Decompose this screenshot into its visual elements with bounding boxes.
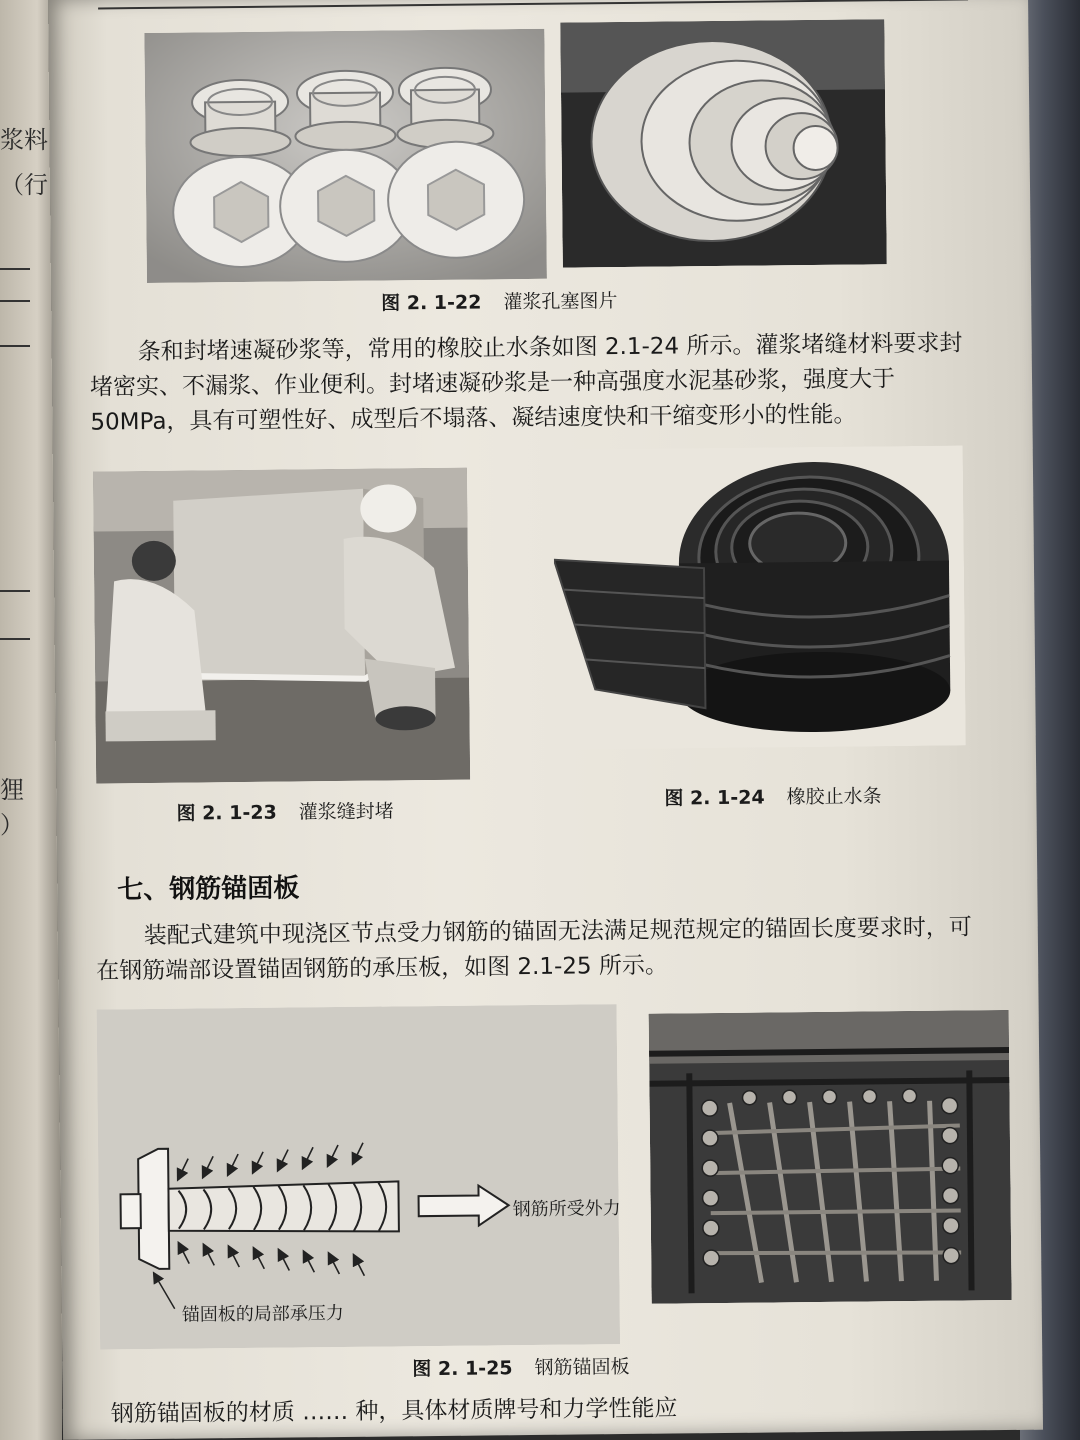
paragraph-grouting-materials: 条和封堵速凝砂浆等，常用的橡胶止水条如图 2.1-24 所示。灌浆堵缝材料要求封堵密实、不漏浆、作业便利。封堵速凝砂浆是一种高强度水泥基砂浆，强度大于 50MPa，具有可塑性好、成型后不塌落、凝结速度快和干缩变形小的性能。	[89, 330, 963, 436]
left-page-fragment: ）	[0, 811, 24, 839]
rubber-waterstop-photo	[553, 445, 966, 749]
figure-caption-2-1-25	[412, 1352, 630, 1381]
figure-caption-2-1-24	[664, 781, 882, 810]
left-page-fragment: （行	[0, 171, 48, 199]
left-page-fragment: 浆料	[0, 126, 48, 154]
paragraph-partial-bottom: 钢筋锚固板的材质 …… 种，具体材质牌号和力学性能应	[110, 1395, 678, 1428]
book-page	[48, 0, 1043, 1440]
left-page-fragment: 狸	[0, 776, 24, 804]
diagram-label-bearing-force: 锚固板的局部承压力	[181, 1302, 344, 1326]
figure-number: 图 2. 1-22	[381, 291, 482, 315]
workers-sealing-photo	[93, 468, 470, 784]
grout-plug-rings-photo	[560, 19, 887, 267]
figure-title: 橡胶止水条	[786, 785, 882, 809]
header-rule	[98, 0, 968, 9]
grout-plug-photo	[144, 29, 547, 283]
anchorage-plate-cage-photo	[649, 1010, 1012, 1304]
figure-number: 图 2. 1-25	[412, 1357, 513, 1381]
figure-number: 图 2. 1-24	[664, 786, 765, 810]
figure-caption-2-1-23	[176, 796, 394, 825]
diagram-label-external-force: 钢筋所受外力	[512, 1198, 621, 1221]
anchorage-plate-diagram	[97, 1004, 621, 1349]
figure-caption-2-1-22	[381, 286, 618, 315]
figure-title: 灌浆孔塞图片	[503, 290, 618, 314]
section-heading: 七、钢筋锚固板	[117, 873, 300, 906]
paragraph-anchorage-plate: 装配式建筑中现浇区节点受力钢筋的锚固无法满足规范规定的锚固长度要求时，可在钢筋端部设置锚固钢筋的承压板，如图 2.1-25 所示。	[96, 914, 972, 985]
figure-number: 图 2. 1-23	[176, 801, 277, 825]
figure-title: 钢筋锚固板	[534, 1355, 630, 1379]
figure-title: 灌浆缝封堵	[298, 800, 394, 824]
